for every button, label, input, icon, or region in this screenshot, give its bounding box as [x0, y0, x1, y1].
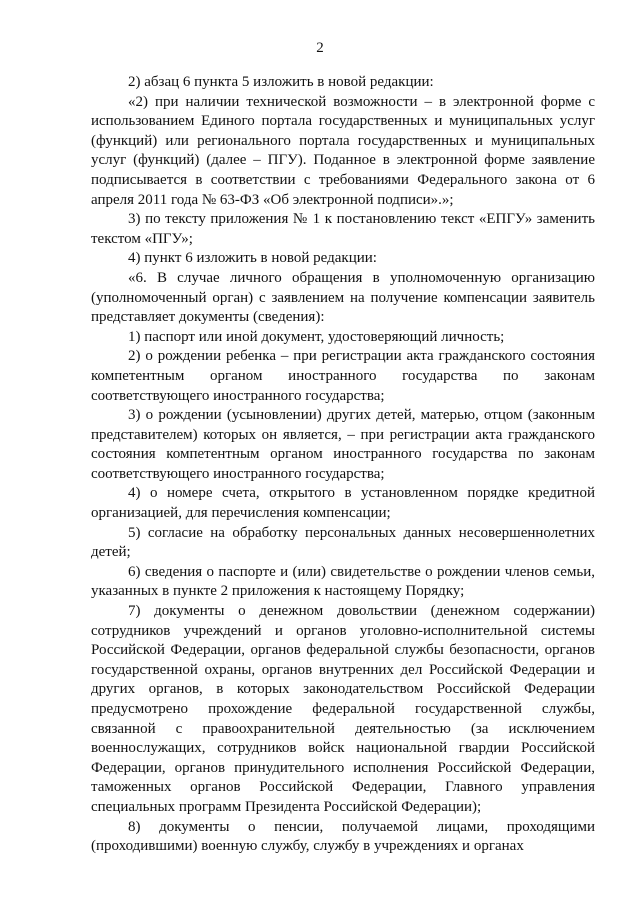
paragraph: 2) абзац 6 пункта 5 изложить в новой редакции:: [128, 74, 434, 90]
paragraph: «6. В случае личного обращения в уполномоченную организацию (уполномоченный орган) с заявлением на получение компенсации заявитель представляет документы (сведения):: [91, 269, 595, 326]
list-item: 8) документы о пенсии, получаемой лицами, проходящими (проходившими) военную службу, службу в учреждениях и органах: [91, 818, 595, 855]
list-item: 5) согласие на обработку персональных данных несовершеннолетних детей;: [91, 524, 595, 561]
list-item: 4) о номере счета, открытого в установленном порядке кредитной организацией, для перечисления компенсации;: [91, 485, 595, 522]
list-item: 6) сведения о паспорте и (или) свидетельстве о рождении членов семьи, указанных в пункте 2 приложения к настоящему Порядку;: [91, 563, 595, 600]
list-item: 3) о рождении (усыновлении) других детей, матерью, отцом (законным представителем) которых он является, – при регистрации акта гражданского состояния компетентным органом иностранного государства по законам соответствующего иностранного государства;: [91, 407, 595, 482]
paragraph: «2) при наличии технической возможности – в электронной форме с использованием Единого портала государственных и муниципальных услуг (функций) или регионального портала государственных и муниципальных услуг (функций) (далее – ПГУ). Поданное в электронной форме заявление подписывается в соответствии с требованиями Федерального закона от 6 апреля 2011 года № 63-ФЗ «Об электронной подписи».»;: [91, 93, 595, 208]
page-number: 2: [316, 40, 324, 56]
list-item: 2) о рождении ребенка – при регистрации акта гражданского состояния компетентным органом иностранного государства по законам соответствующего иностранного государства;: [91, 348, 595, 404]
paragraph: 4) пункт 6 изложить в новой редакции:: [128, 250, 377, 267]
paragraph: 3) по тексту приложения № 1 к постановлению текст «ЕПГУ» заменить текстом «ПГУ»;: [91, 211, 595, 247]
list-item: 1) паспорт или иной документ, удостоверяющий личность;: [128, 328, 505, 345]
document-body: [91, 73, 595, 857]
list-item: 7) документы о денежном довольствии (денежном содержании) сотрудников учреждений и органов уголовно-исполнительной системы Российской Федерации, органов федеральной службы безопасности, органов государственной охраны, органов внутренних дел Российской Федерации и других органов, в которых законодательством Российской Федерации предусмотрено прохождение федеральной государственной службы, связанной с правоохранительной деятельностью (за исключением военнослужащих, сотрудников войск национальной гвардии Российской Федерации, органов принудительного исполнения Российской Федерации, таможенных органов Российской Федерации, Главного управления специальных программ Президента Российской Федерации);: [91, 603, 595, 815]
